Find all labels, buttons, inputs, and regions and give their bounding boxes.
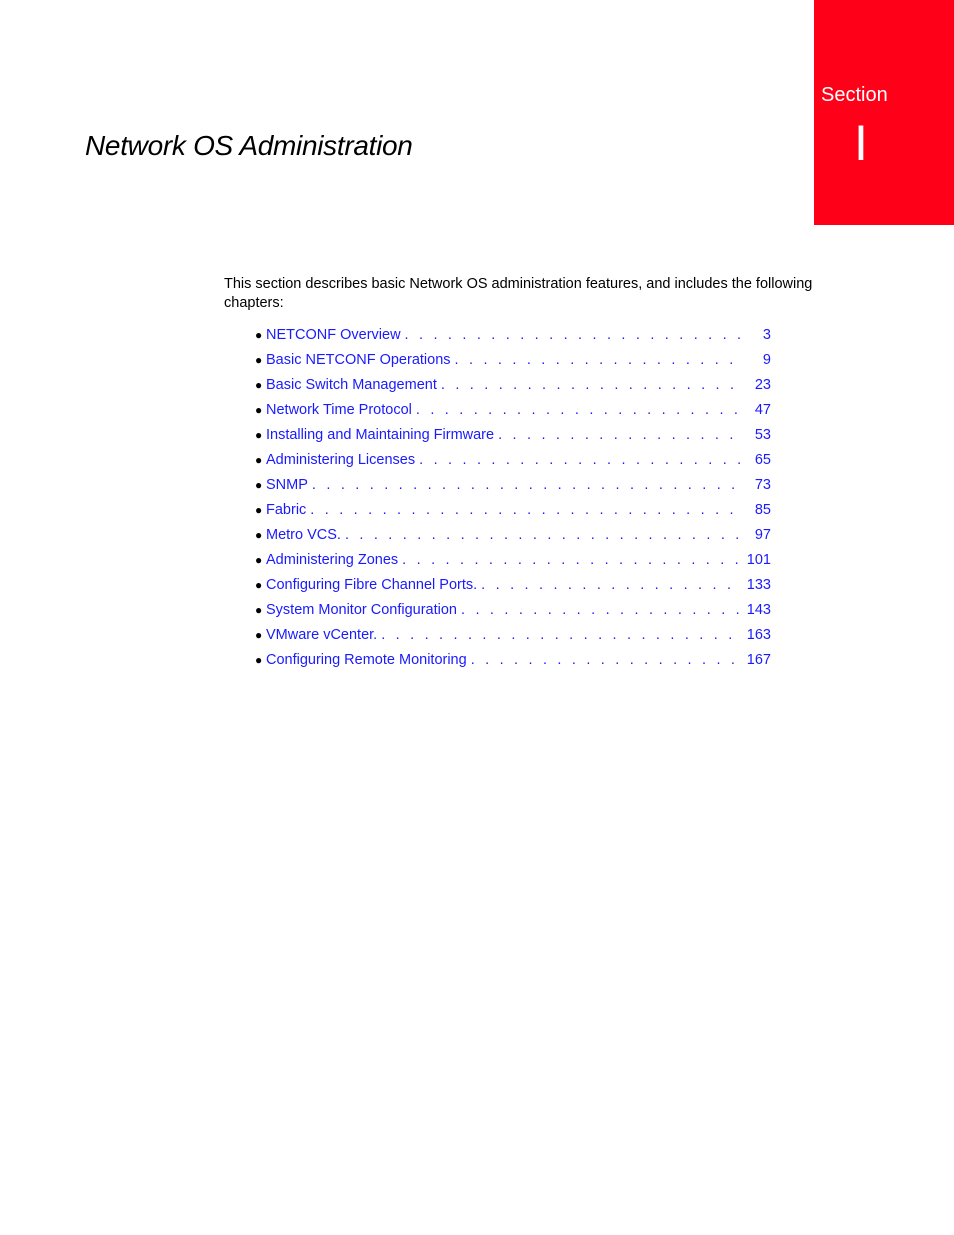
toc-link-installing-firmware[interactable] (266, 427, 775, 443)
toc-entry-fabric (255, 497, 775, 522)
toc-entry-title: Configuring Remote Monitoring (266, 651, 467, 668)
toc-entry-basic-netconf-operations (255, 347, 775, 372)
toc-entry-installing-firmware (255, 422, 775, 447)
toc-entry-fibre-channel-ports (255, 572, 775, 597)
toc-entry-page: 167 (746, 651, 771, 668)
toc-entry-page: 143 (746, 601, 771, 618)
toc-link-system-monitor[interactable] (266, 602, 775, 618)
toc-entry-title: Configuring Fibre Channel Ports. (266, 576, 478, 593)
toc-entry-title: Basic NETCONF Operations (266, 351, 451, 368)
toc-link-basic-netconf-operations[interactable] (266, 352, 775, 368)
dot-leader (481, 577, 741, 593)
toc-entry-page: 85 (754, 501, 771, 518)
toc-link-administering-licenses[interactable] (266, 452, 775, 468)
dot-leader (461, 602, 741, 618)
toc-link-basic-switch-management[interactable] (266, 377, 775, 393)
dot-leader (405, 327, 741, 343)
toc-entry-page: 47 (754, 401, 771, 418)
section-number: I (854, 115, 868, 171)
toc-entry-page: 65 (754, 451, 771, 468)
dot-leader (345, 527, 741, 543)
dot-leader (312, 477, 741, 493)
toc-entry-metro-vcs (255, 522, 775, 547)
bullet-icon: ● (255, 402, 263, 417)
toc-entry-title: Administering Zones (266, 551, 399, 568)
toc-entry-title: Administering Licenses (266, 451, 416, 468)
chapter-list (255, 322, 775, 672)
bullet-icon: ● (255, 552, 263, 567)
dot-leader (381, 627, 741, 643)
toc-entry-remote-monitoring (255, 647, 775, 672)
page-title: Network OS Administration (85, 130, 413, 161)
toc-entry-page: 3 (762, 326, 771, 343)
toc-entry-title: Metro VCS. (266, 526, 341, 543)
bullet-icon: ● (255, 427, 263, 442)
dot-leader (471, 652, 741, 668)
toc-entry-page: 101 (746, 551, 771, 568)
toc-link-netconf-overview[interactable] (266, 327, 775, 343)
dot-leader (441, 377, 741, 393)
toc-entry-administering-zones (255, 547, 775, 572)
toc-entry-title: NETCONF Overview (266, 326, 401, 343)
section-tab (814, 0, 954, 225)
toc-link-metro-vcs[interactable] (266, 527, 775, 543)
bullet-icon: ● (255, 377, 263, 392)
toc-entry-page: 133 (746, 576, 771, 593)
toc-entry-title: VMware vCenter. (266, 626, 378, 643)
toc-entry-page: 97 (754, 526, 771, 543)
toc-entry-title: Installing and Maintaining Firmware (266, 426, 495, 443)
toc-entry-netconf-overview (255, 322, 775, 347)
toc-link-fabric[interactable] (266, 502, 775, 518)
toc-entry-title: Fabric (266, 501, 307, 518)
toc-entry-page: 23 (754, 376, 771, 393)
dot-leader (419, 452, 741, 468)
toc-entry-system-monitor (255, 597, 775, 622)
bullet-icon: ● (255, 577, 263, 592)
toc-entry-page: 53 (754, 426, 771, 443)
toc-entry-title: Basic Switch Management (266, 376, 437, 393)
bullet-icon: ● (255, 452, 263, 467)
bullet-icon: ● (255, 627, 263, 642)
dot-leader (455, 352, 741, 368)
toc-entry-title: SNMP (266, 476, 308, 493)
dot-leader (310, 502, 741, 518)
toc-link-fibre-channel-ports[interactable] (266, 577, 775, 593)
toc-entry-network-time-protocol (255, 397, 775, 422)
toc-entry-page: 163 (746, 626, 771, 643)
toc-entry-title: System Monitor Configuration (266, 601, 457, 618)
toc-link-snmp[interactable] (266, 477, 775, 493)
bullet-icon: ● (255, 652, 263, 667)
toc-entry-vmware-vcenter (255, 622, 775, 647)
toc-link-administering-zones[interactable] (266, 552, 775, 568)
dot-leader (416, 402, 741, 418)
bullet-icon: ● (255, 602, 263, 617)
toc-link-remote-monitoring[interactable] (266, 652, 775, 668)
toc-entry-title: Network Time Protocol (266, 401, 412, 418)
bullet-icon: ● (255, 352, 263, 367)
bullet-icon: ● (255, 477, 263, 492)
toc-entry-page: 9 (762, 351, 771, 368)
bullet-icon: ● (255, 327, 263, 342)
toc-entry-administering-licenses (255, 447, 775, 472)
toc-entry-snmp (255, 472, 775, 497)
dot-leader (498, 427, 741, 443)
bullet-icon: ● (255, 527, 263, 542)
toc-entry-page: 73 (754, 476, 771, 493)
dot-leader (402, 552, 741, 568)
toc-link-network-time-protocol[interactable] (266, 402, 775, 418)
section-label: Section (821, 84, 888, 106)
bullet-icon: ● (255, 502, 263, 517)
toc-link-vmware-vcenter[interactable] (266, 627, 775, 643)
section-intro: This section describes basic Network OS administration features, and includes the following chapters: (224, 276, 813, 311)
toc-entry-basic-switch-management (255, 372, 775, 397)
